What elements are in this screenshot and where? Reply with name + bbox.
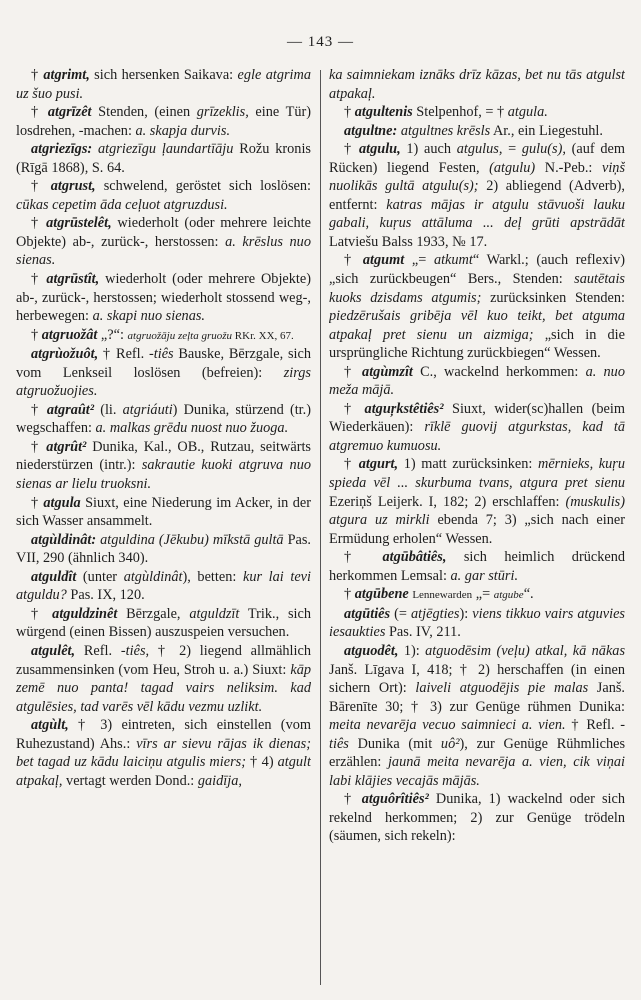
headword: atgrùožuôt, — [31, 346, 99, 363]
definition-text: Dunika, 1) wackelnd oder sich rekelnd herkommen; 2) zur Genüge trödeln (säumen, sich rekeln): — [329, 791, 625, 845]
dictionary-entry-l8 — [16, 345, 311, 401]
definition-text: † 4) — [245, 754, 278, 771]
headword: atguodêt, — [344, 642, 399, 659]
definition-text: Pas. IV, 211. — [385, 624, 461, 641]
definition-text: Siuxt, eine Niederung im Acker, in der sich Wasser ansammelt. — [16, 494, 311, 530]
definition-text: „?“: — [97, 326, 128, 343]
dictionary-entry-r9 — [329, 585, 625, 605]
dictionary-entry-l13 — [16, 568, 311, 605]
example-text: a. malkas grēdu nuost nuo žuoga. — [95, 420, 289, 437]
definition-text: † — [31, 178, 51, 195]
definition-text: ) Dunika, stürzend (tr.) wegschaffen: — [16, 401, 311, 437]
example-text: egle atgrima uz šuo pusi. — [16, 67, 311, 102]
definition-text: sich hersenken Saikava: — [89, 67, 238, 83]
definition-text: Bauske, Bērzgale, sich vom Lenkseil loslösen (befreien): — [16, 346, 311, 381]
example-text: a. gar stūri. — [450, 567, 519, 584]
definition-text: Siuxt, wider(sc)hallen (beim Wiederkäuen): — [329, 400, 625, 436]
example-text: gaidīja, — [197, 772, 242, 789]
definition-text: Trik., sich würgend (einen Bissen) auszuspeien versuchen. — [16, 605, 311, 641]
headword: atgrūstît, — [46, 271, 100, 288]
example-text: kāp zemē nuo panta! tagad vairs neliksim. kad atgulēsies, tad varēs vēl kādu vezmu uzlikt. — [16, 661, 311, 715]
example-text: a. skapi nuo sienas. — [92, 308, 205, 325]
example-text: atguldina (Jēkubu) mīkstā gultā — [100, 531, 284, 548]
definition-text: ), zur Genüge Rühmliches erzählen: — [329, 735, 625, 771]
dictionary-entry-l12 — [16, 531, 311, 568]
dictionary-entry-l10 — [16, 438, 311, 494]
example-text: katras mājas ir atgulu stāvuoši lauku gabali, kuŗus attāluma ... deļ grūti apstrādāt — [329, 196, 625, 232]
headword: atgulêt, — [31, 642, 76, 659]
headword: atgruožât — [41, 326, 98, 343]
example-text-small: atgube — [493, 589, 524, 602]
definition-text: † — [344, 141, 359, 158]
example-text: cūkas cepetim āda ceļuot atgruzdusi. — [16, 196, 228, 213]
definition-text: † — [344, 586, 355, 603]
dictionary-entry-l15 — [16, 642, 311, 716]
definition-text: † 2) liegend allmählich zusammensinken (vom Heu, Stroh u. a.) Siuxt: — [16, 642, 311, 678]
headword: atgūbâtiês, — [382, 549, 447, 566]
example-text-small: atgruožāju zeļta gruožu — [127, 329, 233, 342]
example-text: a. krēslus nuo sienas. — [16, 233, 311, 269]
definition-text: † — [344, 549, 383, 566]
definition-text: “. — [523, 586, 534, 603]
definition-text: “ Warkl.; (auch reflexiv) „sich zurückbeugen“ Bers., Stenden: — [329, 252, 625, 288]
headword: atgùldinât: — [31, 531, 97, 548]
definition-text: 1) auch — [400, 141, 457, 158]
definition-text: 1): — [398, 642, 426, 659]
example-text: piedzērušais gribēja vēl kuo teikt, bet atguma atpakaļ pret sienu un aizmiga; — [329, 308, 625, 343]
example-text: atgultnes krēsls — [400, 122, 491, 139]
definition-text: † — [31, 271, 47, 288]
definition-text: (auf dem Rücken) liegend Festen, — [329, 141, 625, 176]
example-text: atgulus, — [456, 141, 503, 158]
definition-text: ebenda 7; 3) „sich nach einer Ermüdung erholen“ Wessen. — [329, 512, 625, 547]
dictionary-entry-l1 — [16, 66, 311, 103]
dictionary-entry-r3 — [329, 140, 625, 251]
definition-text: N.-Peb.: — [535, 159, 602, 176]
headword: atgurt, — [358, 456, 399, 473]
left-column — [16, 66, 311, 986]
example-text: ka saimniekam iznāks drīz kāzas, bet nu tās atgulst atpakaļ. — [329, 67, 625, 102]
definition-text: † — [31, 326, 42, 343]
headword: atguŗkstêtiês² — [364, 400, 444, 417]
definition-text: wiederholt (oder mehrere leichte Objekte) ab-, zurück-, herstossen: — [16, 215, 311, 250]
dictionary-entry-l6 — [16, 270, 311, 326]
example-text: atgriezīgu ļaundartīāju — [98, 141, 234, 158]
definition-text: sich heimlich drückend herkommen Lemsal: — [329, 549, 625, 584]
definition-text: „= — [404, 252, 434, 269]
dictionary-entry-r1 — [329, 103, 625, 122]
definition-text: † — [344, 252, 363, 269]
definition-text: † Refl. — [98, 346, 149, 363]
example-text: gulu(s), — [521, 141, 566, 158]
definition-text: 2) abliegend (Adverb), entfernt: — [329, 178, 625, 213]
dictionary-entry-r2 — [329, 122, 625, 141]
definition-text: † — [31, 215, 47, 232]
headword: atguldît — [31, 568, 77, 585]
example-text: kur lai tevi atguldu? — [16, 568, 311, 604]
definition-text: † — [344, 400, 365, 417]
definition-text: Latviešu Balss 1933, № 17. — [329, 233, 488, 250]
definition-text: Ezeriņš Leijerk. I, 182; 2) erschlaffen: — [329, 493, 566, 510]
example-text: -tiês — [149, 346, 174, 363]
definition-text: Rožu kronis (Rīgā 1868), S. 64. — [16, 141, 311, 176]
headword: atgrimt, — [43, 67, 90, 83]
headword: atgulu, — [358, 141, 401, 158]
definition-text: schwelend, geröstet sich loslösen: — [95, 178, 311, 195]
dictionary-entry-l2 — [16, 103, 311, 140]
example-text: -tiês — [329, 717, 625, 752]
definition-text: C., wackelnd herkommen: — [412, 363, 586, 380]
headword: atguôrîtiês² — [361, 791, 429, 808]
headword: atgūtiês — [344, 605, 391, 622]
dictionary-entry-r5 — [329, 363, 625, 400]
definition-text: Stelpenhof, = † — [412, 104, 508, 121]
example-text: mērnieks, kuŗu spieda vēl ... skurbuma tvans, atgura pret sienu — [329, 456, 625, 492]
example-text: grīzeklis, — [196, 104, 249, 121]
example-text: jaunā meita nevarēja a. vien, cik viņai labi klājies vecajās mājās. — [329, 754, 625, 789]
definition-text: eine Tür) losdrehen, -machen: — [16, 104, 311, 139]
headword: atgula — [43, 494, 81, 511]
headword: atgultenis — [354, 104, 413, 121]
headword: atgrust, — [50, 178, 96, 195]
definition-text: † — [31, 438, 47, 455]
dictionary-entry-r8 — [329, 548, 625, 585]
example-text: atkumt — [433, 252, 473, 269]
dictionary-entry-r7 — [329, 455, 625, 548]
definition-text: † — [344, 791, 362, 808]
example-text: atgult atpakaļ, — [16, 754, 311, 789]
headword: atgriezīgs: — [31, 141, 93, 158]
example-text: rīklē guovij atgurkstas, kad tā atgremuo kumuosu. — [329, 419, 625, 454]
dictionary-entry-l9 — [16, 401, 311, 438]
example-text: atjēgties — [411, 605, 460, 622]
example-text: vīrs ar sievu rājas ik dienas; bet tagad uz kādu laiciņu atgulis miers; — [16, 735, 311, 771]
definition-text: † Refl. — [565, 717, 621, 734]
source-text-small: RKr. XX, 67. — [232, 329, 294, 342]
dictionary-entry-l14 — [16, 605, 311, 642]
definition-text: zurücksinken Stenden: — [481, 289, 625, 306]
definition-text: Refl. — [75, 642, 121, 659]
definition-text: Janš. Bārenīte 30; † 3) zur Genüge rühmen Dunika: — [329, 680, 625, 715]
definition-text: † — [31, 494, 44, 511]
headword: atguldzinêt — [52, 605, 118, 622]
definition-text: 1) matt zurücksinken: — [398, 456, 538, 473]
example-text: meita nevarēja vecuo saimnieci a. vien. — [329, 717, 566, 734]
right-column — [329, 66, 625, 986]
example-text: laiveli atguodējis pie malas — [415, 680, 589, 697]
example-text: atgriáuti — [122, 401, 173, 418]
definition-text: „= — [472, 586, 494, 603]
example-text: viņš nuolikās gultā atgulu(s); — [329, 159, 625, 195]
example-text: viens tikkuo vairs atguvies iesaukties — [329, 605, 625, 641]
definition-text: = — [502, 141, 522, 158]
definition-text: (unter — [76, 568, 124, 585]
example-text: sakrautie kuoki atgruva nuo sienas ar lielu truoksni. — [16, 457, 311, 493]
definition-text: † — [344, 363, 363, 380]
example-text: zirgs atgruožuojies. — [16, 364, 311, 400]
definition-text: Pas. IX, 120. — [66, 587, 145, 604]
definition-text: „sich in die ursprüngliche Richtung zurückbiegen“ Wessen. — [329, 326, 625, 362]
definition-text: † — [31, 401, 47, 418]
definition-text: † — [344, 104, 355, 121]
definition-text: ): — [459, 605, 473, 622]
headword: atgrīzêt — [47, 104, 92, 121]
definition-text: Pas. VII, 290 (ähnlich 340). — [16, 531, 311, 567]
dictionary-entry-r11 — [329, 642, 625, 790]
definition-text: † — [31, 605, 53, 622]
headword: atgrūstelêt, — [46, 215, 112, 232]
dictionary-entry-r0 — [329, 66, 625, 103]
definition-text: † 3) eintreten, sich einstellen (vom Ruhezustand) Ahs.: — [16, 717, 311, 752]
dictionary-entry-r10 — [329, 605, 625, 642]
dictionary-entry-r4 — [329, 251, 625, 362]
dictionary-entry-l3 — [16, 140, 311, 177]
dictionary-entry-l4 — [16, 177, 311, 214]
definition-text: Dunika (mit — [348, 735, 441, 752]
example-text: (atgulu) — [489, 159, 536, 176]
source-text-small: Lennewarden — [412, 589, 473, 602]
definition-text: (li. — [94, 401, 123, 418]
dictionary-entry-l16 — [16, 716, 311, 790]
example-text: atgùldinât — [123, 568, 183, 585]
column-divider — [320, 70, 321, 985]
example-text: atguodēsim (veļu) atkal, kā nākas — [425, 642, 625, 659]
definition-text: vertagt werden Dond.: — [62, 772, 198, 789]
example-text: a. skapja durvis. — [135, 122, 231, 139]
example-text: sautētais kuoks dzisdams atgumis; — [329, 271, 625, 306]
definition-text: wiederholt (oder mehrere Objekte) ab-, zurück-, herstossen; wiederholt stossend weg-, herbewegen: — [16, 271, 311, 325]
definition-text: † — [344, 456, 359, 473]
dictionary-entry-l5 — [16, 214, 311, 270]
headword: atgrût² — [46, 438, 87, 455]
dictionary-entry-r12 — [329, 790, 625, 846]
headword: atgūbene — [354, 586, 409, 603]
definition-text: Ar., ein Liegestuhl. — [490, 122, 603, 139]
example-text: a. nuo meža mājā. — [329, 363, 625, 399]
definition-text: Stenden, (einen — [91, 104, 197, 121]
dictionary-entry-l7 — [16, 326, 311, 346]
example-text: atguldzīt — [189, 605, 240, 622]
definition-text: † — [31, 67, 44, 83]
headword: atgraût² — [46, 401, 95, 418]
definition-text: Janš. Līgava I, 418; † 2) herschaffen (in einen sichern Ort): — [329, 661, 625, 697]
headword: atgumt — [362, 252, 405, 269]
dictionary-entry-r6 — [329, 400, 625, 456]
headword: atgùmzît — [362, 363, 413, 380]
dictionary-entry-l11 — [16, 494, 311, 531]
example-text: uô² — [440, 735, 460, 752]
definition-text: Dunika, Kal., OB., Rutzau, seitwärts niederstürzen (intr.): — [16, 438, 311, 474]
headword: atgùlt, — [31, 717, 69, 734]
example-text: (muskulis) atgura uz mirkli — [329, 493, 625, 529]
example-text: -tiês, — [120, 642, 150, 659]
headword: atgultne: — [344, 122, 398, 139]
page-number: — 143 — — [287, 34, 354, 50]
definition-text: Bērzgale, — [117, 605, 190, 622]
definition-text: ), betten: — [182, 568, 243, 585]
example-text: atgula. — [507, 104, 548, 121]
definition-text: † — [31, 104, 48, 121]
definition-text: (= — [390, 605, 412, 622]
